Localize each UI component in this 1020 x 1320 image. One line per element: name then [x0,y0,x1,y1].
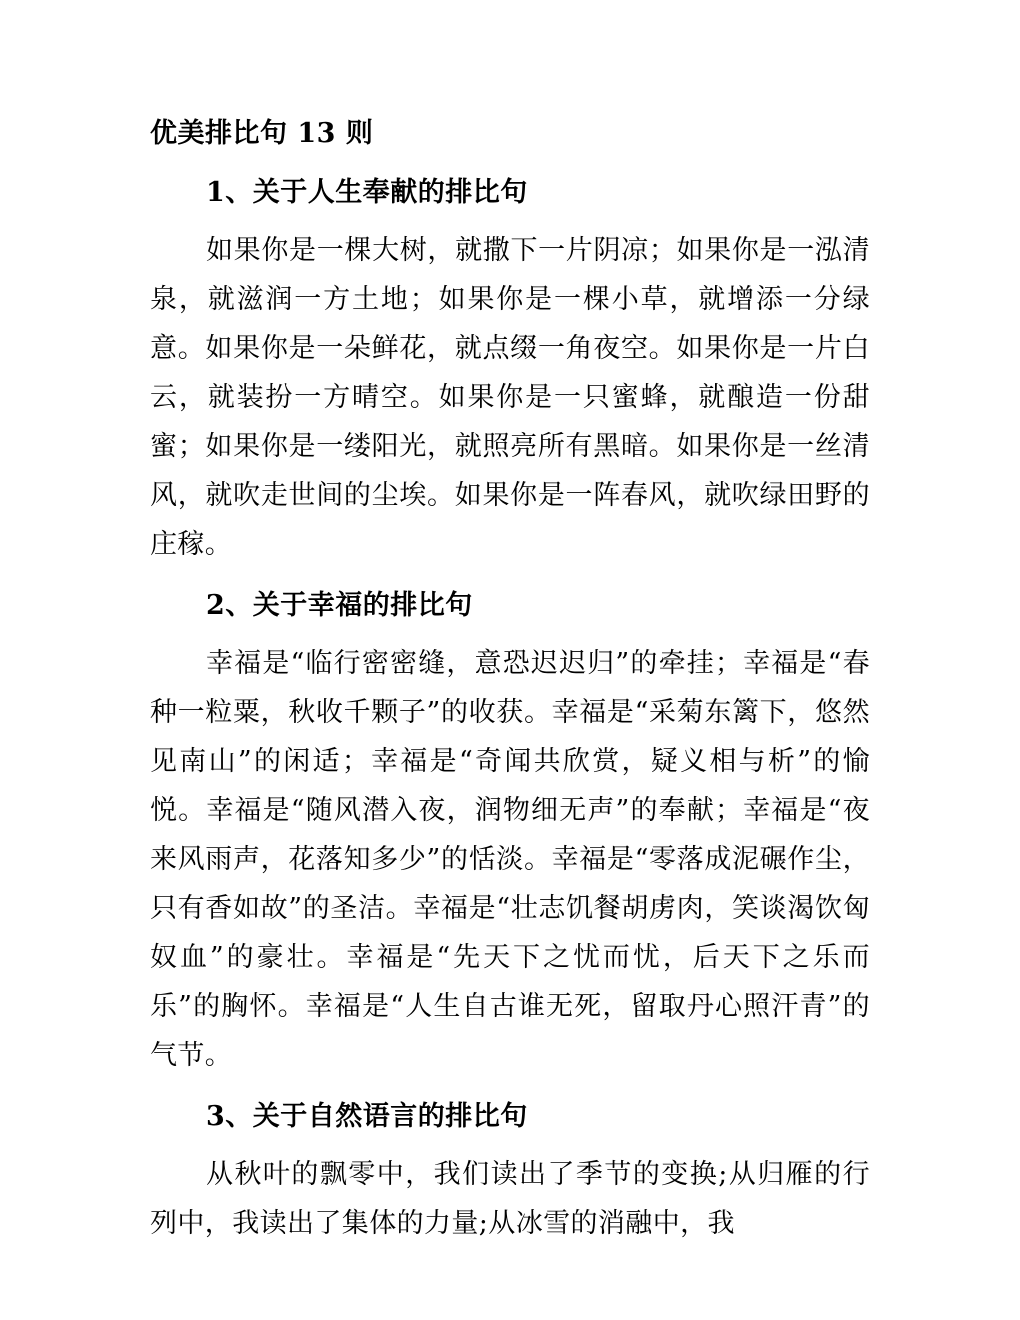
section-heading-1: 1、关于人生奉献的排比句 [206,177,528,208]
body-paragraph-2: 幸福是“临行密密缝，意恐迟迟归”的牵挂；幸福是“春种一粒粟，秋收千颗子”的收获。幸福是“采菊东篱下，悠然见南山”的闲适；幸福是“奇闻共欣赏，疑义相与析”的愉悦。幸福是“随风潜入夜，润物细无声”的奉献；幸福是“夜来风雨声，花落知多少”的恬淡。幸福是“零落成泥碾作尘，只有香如故”的圣洁。幸福是“壮志饥餐胡虏肉，笑谈渴饮匈奴血”的豪壮。幸福是“先天下之忧而忧，后天下之乐而乐”的胸怀。幸福是“人生自古谁无死，留取丹心照汗青”的气节。 [150,648,870,1071]
section-heading-2: 2、关于幸福的排比句 [206,590,473,621]
section-heading-3: 3、关于自然语言的排比句 [206,1101,528,1132]
body-paragraph-1: 如果你是一棵大树，就撒下一片阴凉；如果你是一泓清泉，就滋润一方土地；如果你是一棵小草，就增添一分绿意。如果你是一朵鲜花，就点缀一角夜空。如果你是一片白云，就装扮一方晴空。如果你是一只蜜蜂，就酿造一份甜蜜；如果你是一缕阳光，就照亮所有黑暗。如果你是一丝清风，就吹走世间的尘埃。如果你是一阵春风，就吹绿田野的庄稼。 [150,235,870,560]
page-title: 优美排比句 13 则 [150,118,374,149]
body-paragraph-3: 从秋叶的飘零中，我们读出了季节的变换;从归雁的行列中，我读出了集体的力量;从冰雪的消融中，我 [150,1159,870,1239]
